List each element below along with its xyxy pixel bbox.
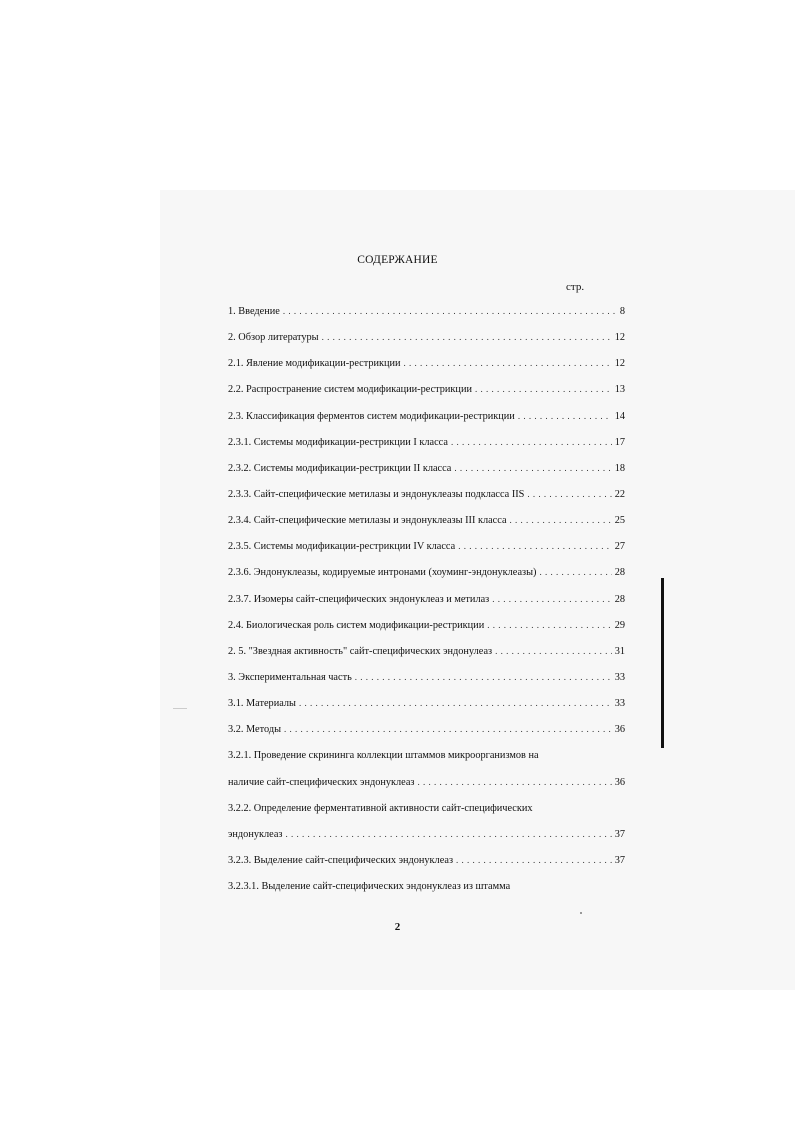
toc-entry [228, 541, 625, 567]
toc-entry [228, 777, 625, 803]
scan-speck [580, 912, 582, 914]
toc-entry [228, 384, 625, 410]
toc-entry-label: 2.3.6. Эндонуклеазы, кодируемые интронами (хоуминг-эндонуклеазы) [228, 567, 537, 579]
toc-entry-label: 2.3.7. Изомеры сайт-специфических эндонуклеаз и метилаз [228, 593, 490, 605]
toc-entry-page: 29 [614, 619, 625, 631]
toc-entry-page: 33 [614, 671, 625, 683]
toc-entry [228, 881, 625, 907]
toc-entry-page: 37 [614, 828, 625, 840]
toc-entry-label: 2.3.1. Системы модификации-рестрикции I класса [228, 436, 448, 448]
toc-dot-leader [454, 463, 611, 473]
toc-dot-leader [451, 437, 612, 447]
toc-dot-leader [355, 672, 612, 682]
toc-entry-label: 2.4. Биологическая роль систем модификации-рестрикции [228, 619, 485, 631]
toc-entry-page: 8 [619, 306, 625, 317]
toc-entry-page: 12 [614, 332, 625, 344]
toc-entry-label: 2.1. Явление модификации-рестрикции [228, 358, 401, 370]
toc-entry-label: 2. Обзор литературы [228, 332, 319, 344]
toc-entry [228, 567, 625, 593]
toc-entry [228, 358, 625, 384]
toc-entry-page: 27 [614, 541, 625, 553]
toc-dot-leader [283, 306, 617, 316]
toc-dot-leader [487, 620, 612, 630]
toc-entry-page: 18 [614, 462, 625, 474]
toc-entry-label: 3.1. Материалы [228, 698, 296, 710]
toc-entry-label: 2.3.2. Системы модификации-рестрикции II класса [228, 462, 452, 474]
toc-entry [228, 855, 625, 881]
toc-entry [228, 594, 625, 620]
toc-entry [228, 463, 625, 489]
toc-dot-leader [518, 411, 612, 421]
toc-dot-leader [475, 384, 612, 394]
toc-entry-page: 36 [614, 724, 625, 736]
toc-entry [228, 437, 625, 463]
page-number: 2 [394, 921, 401, 933]
toc-entry [228, 515, 625, 541]
toc-entry-label: 2.2. Распространение систем модификации-рестрикции [228, 384, 472, 396]
margin-scan-mark [661, 578, 664, 748]
toc-entry [228, 672, 625, 698]
toc-entry-page: 37 [614, 854, 625, 866]
toc-entry [228, 803, 625, 829]
toc-entry [228, 724, 625, 750]
toc-entry-label: 2. 5. "Звездная активность" сайт-специфических эндонулеаз [228, 645, 493, 657]
toc-entry [228, 332, 625, 358]
toc-entry-label: 2.3.3. Сайт-специфические метилазы и эндонуклеазы подкласса IIS [228, 488, 525, 500]
scan-speck [173, 708, 187, 709]
toc-entry-page: 14 [614, 410, 625, 422]
toc-entry-page: 28 [614, 567, 625, 579]
toc-entry [228, 306, 625, 332]
toc-entry-label: 3.2.3. Выделение сайт-специфических эндонуклеаз [228, 854, 454, 866]
toc-dot-leader [285, 829, 611, 839]
toc-entry-label: 3.2.1. Проведение скрининга коллекции штаммов микроорганизмов на [228, 750, 539, 762]
toc-entry-page: 13 [614, 384, 625, 396]
toc-entry [228, 750, 625, 776]
toc-entry-page: 36 [614, 776, 625, 788]
toc-entry-label: 2.3.5. Системы модификации-рестрикции IV класса [228, 541, 456, 553]
toc-entry-label: 3. Экспериментальная часть [228, 671, 352, 683]
toc-entry-label: эндонуклеаз [228, 828, 283, 840]
page-column-label: стр. [566, 281, 585, 293]
toc-entry-label: 1. Введение [228, 306, 280, 317]
toc-entry-page: 12 [614, 358, 625, 370]
table-of-contents [228, 306, 625, 907]
toc-dot-leader [284, 724, 612, 734]
toc-entry [228, 646, 625, 672]
toc-dot-leader [539, 567, 611, 577]
toc-dot-leader [299, 698, 612, 708]
page-title: СОДЕРЖАНИЕ [357, 254, 438, 266]
toc-dot-leader [510, 515, 612, 525]
toc-entry [228, 620, 625, 646]
toc-entry-page: 33 [614, 698, 625, 710]
toc-dot-leader [458, 541, 612, 551]
toc-entry-page: 25 [614, 515, 625, 527]
toc-entry [228, 829, 625, 855]
toc-dot-leader [492, 594, 611, 604]
toc-entry-label: 2.3. Классификация ферментов систем модификации-рестрикции [228, 410, 515, 422]
toc-entry-label: 3.2. Методы [228, 724, 281, 736]
toc-entry [228, 698, 625, 724]
toc-dot-leader [404, 358, 612, 368]
toc-dot-leader [527, 489, 611, 499]
toc-entry-page: 17 [614, 436, 625, 448]
toc-dot-leader [456, 855, 612, 865]
toc-dot-leader [495, 646, 612, 656]
toc-entry-page: 22 [614, 488, 625, 500]
toc-entry-page: 31 [614, 645, 625, 657]
toc-entry-label: наличие сайт-специфических эндонуклеаз [228, 776, 415, 788]
toc-dot-leader [417, 777, 611, 787]
toc-dot-leader [322, 332, 612, 342]
toc-entry-page: 28 [614, 593, 625, 605]
toc-entry-label: 3.2.3.1. Выделение сайт-специфических эндонуклеаз из штамма [228, 881, 511, 893]
toc-entry-label: 2.3.4. Сайт-специфические метилазы и эндонуклеазы III класса [228, 515, 507, 527]
toc-entry-label: 3.2.2. Определение ферментативной активности сайт-специфических [228, 802, 533, 814]
toc-entry [228, 489, 625, 515]
toc-entry [228, 411, 625, 437]
